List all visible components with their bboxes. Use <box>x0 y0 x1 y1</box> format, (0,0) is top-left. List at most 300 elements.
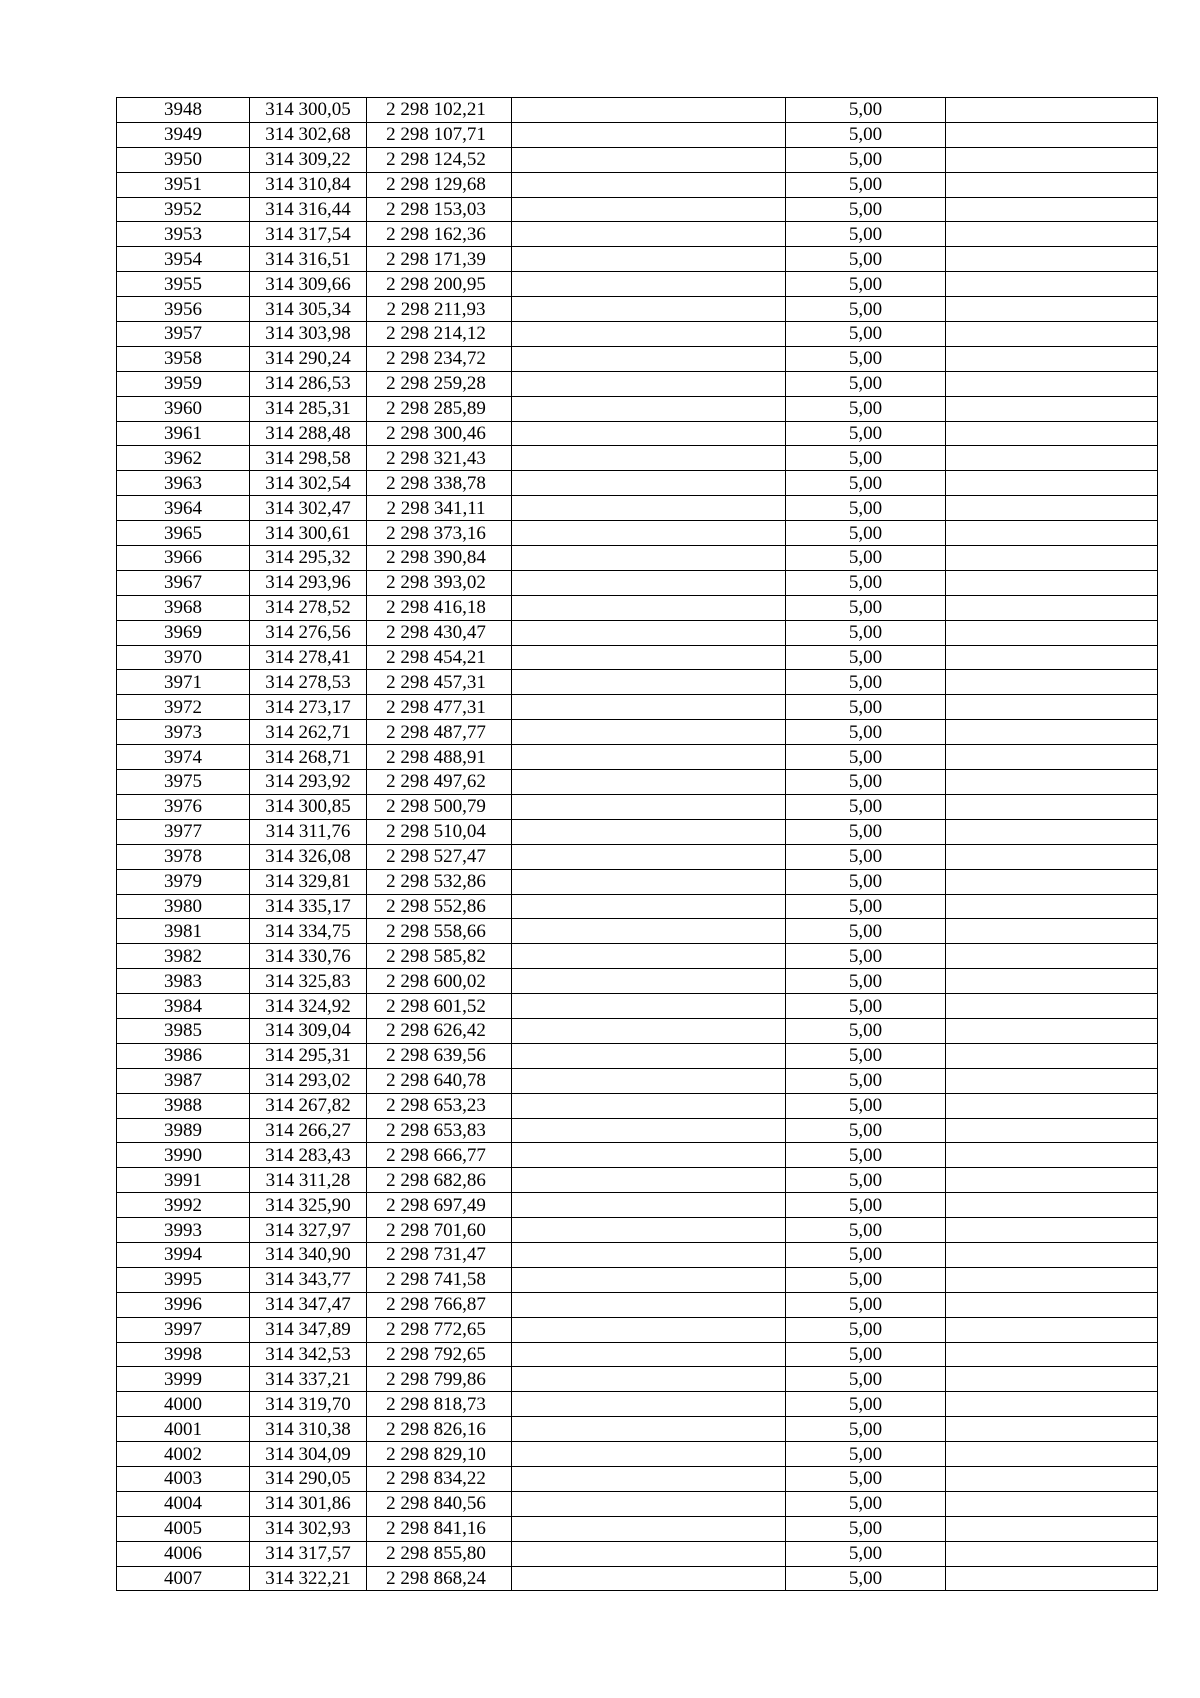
cell-point-number: 3979 <box>117 869 250 894</box>
cell-point-number: 4007 <box>117 1566 250 1591</box>
cell-description <box>512 322 786 347</box>
table-row <box>117 1218 1158 1243</box>
cell-point-number: 3976 <box>117 794 250 819</box>
cell-accuracy: 5,00 <box>786 1417 946 1442</box>
cell-x-coordinate: 314 300,61 <box>250 521 367 546</box>
cell-note <box>946 396 1158 421</box>
cell-note <box>946 172 1158 197</box>
cell-note <box>946 1242 1158 1267</box>
cell-note <box>946 819 1158 844</box>
cell-y-coordinate: 2 298 488,91 <box>367 745 512 770</box>
cell-point-number: 3989 <box>117 1118 250 1143</box>
table-row <box>117 1143 1158 1168</box>
cell-accuracy: 5,00 <box>786 1242 946 1267</box>
cell-x-coordinate: 314 340,90 <box>250 1242 367 1267</box>
table-row <box>117 720 1158 745</box>
cell-y-coordinate: 2 298 454,21 <box>367 645 512 670</box>
cell-y-coordinate: 2 298 826,16 <box>367 1417 512 1442</box>
cell-point-number: 3977 <box>117 819 250 844</box>
table-row <box>117 1093 1158 1118</box>
cell-accuracy: 5,00 <box>786 969 946 994</box>
cell-accuracy: 5,00 <box>786 1367 946 1392</box>
cell-point-number: 3997 <box>117 1317 250 1342</box>
table-row <box>117 471 1158 496</box>
cell-description <box>512 794 786 819</box>
cell-point-number: 3973 <box>117 720 250 745</box>
cell-accuracy: 5,00 <box>786 122 946 147</box>
table-row <box>117 122 1158 147</box>
cell-description <box>512 720 786 745</box>
cell-description <box>512 1018 786 1043</box>
cell-x-coordinate: 314 290,05 <box>250 1466 367 1491</box>
cell-x-coordinate: 314 322,21 <box>250 1566 367 1591</box>
cell-x-coordinate: 314 295,32 <box>250 546 367 571</box>
cell-note <box>946 1043 1158 1068</box>
cell-y-coordinate: 2 298 640,78 <box>367 1068 512 1093</box>
cell-accuracy: 5,00 <box>786 1043 946 1068</box>
table-row <box>117 1168 1158 1193</box>
cell-y-coordinate: 2 298 626,42 <box>367 1018 512 1043</box>
cell-note <box>946 98 1158 123</box>
cell-description <box>512 1417 786 1442</box>
cell-description <box>512 122 786 147</box>
table-row <box>117 1491 1158 1516</box>
cell-description <box>512 770 786 795</box>
cell-description <box>512 1043 786 1068</box>
cell-accuracy: 5,00 <box>786 521 946 546</box>
cell-description <box>512 645 786 670</box>
table-row <box>117 346 1158 371</box>
cell-accuracy: 5,00 <box>786 1342 946 1367</box>
cell-point-number: 3964 <box>117 496 250 521</box>
cell-note <box>946 1417 1158 1442</box>
cell-point-number: 3966 <box>117 546 250 571</box>
table-row <box>117 919 1158 944</box>
cell-point-number: 3998 <box>117 1342 250 1367</box>
cell-x-coordinate: 314 317,57 <box>250 1541 367 1566</box>
cell-note <box>946 1168 1158 1193</box>
cell-description <box>512 1143 786 1168</box>
cell-description <box>512 994 786 1019</box>
table-row <box>117 322 1158 347</box>
cell-y-coordinate: 2 298 285,89 <box>367 396 512 421</box>
cell-y-coordinate: 2 298 600,02 <box>367 969 512 994</box>
cell-description <box>512 396 786 421</box>
cell-x-coordinate: 314 334,75 <box>250 919 367 944</box>
cell-point-number: 3954 <box>117 247 250 272</box>
cell-note <box>946 1193 1158 1218</box>
cell-x-coordinate: 314 300,05 <box>250 98 367 123</box>
cell-x-coordinate: 314 317,54 <box>250 222 367 247</box>
cell-point-number: 3974 <box>117 745 250 770</box>
cell-accuracy: 5,00 <box>786 247 946 272</box>
cell-note <box>946 222 1158 247</box>
cell-y-coordinate: 2 298 601,52 <box>367 994 512 1019</box>
cell-point-number: 3960 <box>117 396 250 421</box>
cell-point-number: 3949 <box>117 122 250 147</box>
cell-y-coordinate: 2 298 214,12 <box>367 322 512 347</box>
cell-x-coordinate: 314 295,31 <box>250 1043 367 1068</box>
cell-description <box>512 1093 786 1118</box>
cell-note <box>946 297 1158 322</box>
cell-accuracy: 5,00 <box>786 570 946 595</box>
cell-y-coordinate: 2 298 766,87 <box>367 1292 512 1317</box>
cell-point-number: 4003 <box>117 1466 250 1491</box>
cell-x-coordinate: 314 319,70 <box>250 1392 367 1417</box>
cell-x-coordinate: 314 337,21 <box>250 1367 367 1392</box>
cell-note <box>946 844 1158 869</box>
cell-note <box>946 471 1158 496</box>
cell-point-number: 3987 <box>117 1068 250 1093</box>
cell-description <box>512 1118 786 1143</box>
cell-x-coordinate: 314 347,47 <box>250 1292 367 1317</box>
cell-y-coordinate: 2 298 390,84 <box>367 546 512 571</box>
cell-note <box>946 745 1158 770</box>
cell-note <box>946 147 1158 172</box>
cell-point-number: 3990 <box>117 1143 250 1168</box>
cell-y-coordinate: 2 298 102,21 <box>367 98 512 123</box>
cell-note <box>946 322 1158 347</box>
cell-y-coordinate: 2 298 666,77 <box>367 1143 512 1168</box>
cell-description <box>512 172 786 197</box>
cell-x-coordinate: 314 335,17 <box>250 894 367 919</box>
cell-y-coordinate: 2 298 341,11 <box>367 496 512 521</box>
cell-description <box>512 1566 786 1591</box>
table-row <box>117 98 1158 123</box>
cell-y-coordinate: 2 298 552,86 <box>367 894 512 919</box>
cell-accuracy: 5,00 <box>786 994 946 1019</box>
cell-accuracy: 5,00 <box>786 770 946 795</box>
cell-description <box>512 272 786 297</box>
cell-y-coordinate: 2 298 200,95 <box>367 272 512 297</box>
cell-note <box>946 944 1158 969</box>
cell-description <box>512 1193 786 1218</box>
table-row <box>117 1541 1158 1566</box>
cell-y-coordinate: 2 298 682,86 <box>367 1168 512 1193</box>
cell-point-number: 3965 <box>117 521 250 546</box>
cell-description <box>512 1541 786 1566</box>
cell-description <box>512 1342 786 1367</box>
table-row <box>117 1267 1158 1292</box>
cell-note <box>946 421 1158 446</box>
cell-x-coordinate: 314 278,53 <box>250 670 367 695</box>
cell-point-number: 3969 <box>117 620 250 645</box>
cell-description <box>512 1442 786 1467</box>
cell-point-number: 3950 <box>117 147 250 172</box>
cell-x-coordinate: 314 325,83 <box>250 969 367 994</box>
cell-y-coordinate: 2 298 107,71 <box>367 122 512 147</box>
cell-note <box>946 1466 1158 1491</box>
cell-description <box>512 1267 786 1292</box>
table-row <box>117 1043 1158 1068</box>
cell-y-coordinate: 2 298 211,93 <box>367 297 512 322</box>
table-row <box>117 894 1158 919</box>
cell-accuracy: 5,00 <box>786 272 946 297</box>
cell-note <box>946 1342 1158 1367</box>
cell-x-coordinate: 314 309,22 <box>250 147 367 172</box>
cell-note <box>946 1267 1158 1292</box>
cell-point-number: 4006 <box>117 1541 250 1566</box>
cell-point-number: 4004 <box>117 1491 250 1516</box>
cell-x-coordinate: 314 276,56 <box>250 620 367 645</box>
cell-point-number: 3967 <box>117 570 250 595</box>
cell-note <box>946 1292 1158 1317</box>
cell-point-number: 3955 <box>117 272 250 297</box>
cell-y-coordinate: 2 298 818,73 <box>367 1392 512 1417</box>
cell-accuracy: 5,00 <box>786 819 946 844</box>
table-row <box>117 1442 1158 1467</box>
cell-x-coordinate: 314 311,28 <box>250 1168 367 1193</box>
table-row <box>117 371 1158 396</box>
cell-x-coordinate: 314 285,31 <box>250 396 367 421</box>
cell-y-coordinate: 2 298 162,36 <box>367 222 512 247</box>
cell-x-coordinate: 314 325,90 <box>250 1193 367 1218</box>
cell-x-coordinate: 314 316,51 <box>250 247 367 272</box>
cell-x-coordinate: 314 311,76 <box>250 819 367 844</box>
cell-description <box>512 1491 786 1516</box>
cell-x-coordinate: 314 301,86 <box>250 1491 367 1516</box>
cell-accuracy: 5,00 <box>786 670 946 695</box>
cell-accuracy: 5,00 <box>786 1218 946 1243</box>
table-row <box>117 844 1158 869</box>
cell-note <box>946 994 1158 1019</box>
cell-description <box>512 1367 786 1392</box>
cell-y-coordinate: 2 298 124,52 <box>367 147 512 172</box>
table-row <box>117 1516 1158 1541</box>
cell-note <box>946 570 1158 595</box>
table-row <box>117 1566 1158 1591</box>
cell-accuracy: 5,00 <box>786 620 946 645</box>
cell-point-number: 3999 <box>117 1367 250 1392</box>
cell-point-number: 4000 <box>117 1392 250 1417</box>
cell-note <box>946 1491 1158 1516</box>
cell-y-coordinate: 2 298 497,62 <box>367 770 512 795</box>
table-row <box>117 1292 1158 1317</box>
cell-x-coordinate: 314 310,38 <box>250 1417 367 1442</box>
cell-accuracy: 5,00 <box>786 894 946 919</box>
table-row <box>117 222 1158 247</box>
cell-y-coordinate: 2 298 457,31 <box>367 670 512 695</box>
cell-description <box>512 1218 786 1243</box>
cell-y-coordinate: 2 298 653,83 <box>367 1118 512 1143</box>
cell-accuracy: 5,00 <box>786 446 946 471</box>
table-row <box>117 570 1158 595</box>
cell-description <box>512 197 786 222</box>
cell-point-number: 3995 <box>117 1267 250 1292</box>
cell-accuracy: 5,00 <box>786 421 946 446</box>
cell-description <box>512 471 786 496</box>
cell-description <box>512 371 786 396</box>
cell-point-number: 3994 <box>117 1242 250 1267</box>
cell-point-number: 3953 <box>117 222 250 247</box>
table-row <box>117 1417 1158 1442</box>
cell-x-coordinate: 314 290,24 <box>250 346 367 371</box>
cell-note <box>946 546 1158 571</box>
cell-note <box>946 794 1158 819</box>
cell-note <box>946 894 1158 919</box>
cell-description <box>512 620 786 645</box>
table-row <box>117 521 1158 546</box>
cell-x-coordinate: 314 278,41 <box>250 645 367 670</box>
table-row <box>117 1018 1158 1043</box>
table-row <box>117 1118 1158 1143</box>
table-row <box>117 1193 1158 1218</box>
cell-x-coordinate: 314 342,53 <box>250 1342 367 1367</box>
table-row <box>117 1342 1158 1367</box>
cell-x-coordinate: 314 302,47 <box>250 496 367 521</box>
cell-note <box>946 446 1158 471</box>
table-row <box>117 396 1158 421</box>
cell-y-coordinate: 2 298 129,68 <box>367 172 512 197</box>
table-row <box>117 1068 1158 1093</box>
cell-accuracy: 5,00 <box>786 1392 946 1417</box>
cell-note <box>946 197 1158 222</box>
cell-accuracy: 5,00 <box>786 869 946 894</box>
cell-point-number: 3963 <box>117 471 250 496</box>
cell-x-coordinate: 314 326,08 <box>250 844 367 869</box>
table-row <box>117 620 1158 645</box>
cell-point-number: 3978 <box>117 844 250 869</box>
cell-accuracy: 5,00 <box>786 1168 946 1193</box>
cell-note <box>946 521 1158 546</box>
table-row <box>117 272 1158 297</box>
cell-point-number: 3971 <box>117 670 250 695</box>
cell-y-coordinate: 2 298 697,49 <box>367 1193 512 1218</box>
cell-accuracy: 5,00 <box>786 346 946 371</box>
cell-x-coordinate: 314 278,52 <box>250 595 367 620</box>
cell-point-number: 3993 <box>117 1218 250 1243</box>
cell-y-coordinate: 2 298 855,80 <box>367 1541 512 1566</box>
cell-point-number: 3972 <box>117 695 250 720</box>
table-row <box>117 994 1158 1019</box>
cell-y-coordinate: 2 298 834,22 <box>367 1466 512 1491</box>
table-row <box>117 1392 1158 1417</box>
cell-note <box>946 371 1158 396</box>
cell-accuracy: 5,00 <box>786 1267 946 1292</box>
cell-y-coordinate: 2 298 500,79 <box>367 794 512 819</box>
coordinates-table <box>116 97 1158 1591</box>
cell-description <box>512 1392 786 1417</box>
cell-description <box>512 570 786 595</box>
cell-x-coordinate: 314 262,71 <box>250 720 367 745</box>
cell-description <box>512 595 786 620</box>
cell-note <box>946 1566 1158 1591</box>
cell-y-coordinate: 2 298 639,56 <box>367 1043 512 1068</box>
cell-accuracy: 5,00 <box>786 595 946 620</box>
cell-point-number: 3981 <box>117 919 250 944</box>
cell-y-coordinate: 2 298 510,04 <box>367 819 512 844</box>
cell-x-coordinate: 314 286,53 <box>250 371 367 396</box>
table-row <box>117 645 1158 670</box>
table-row <box>117 695 1158 720</box>
cell-y-coordinate: 2 298 799,86 <box>367 1367 512 1392</box>
cell-x-coordinate: 314 302,54 <box>250 471 367 496</box>
cell-accuracy: 5,00 <box>786 1491 946 1516</box>
cell-note <box>946 969 1158 994</box>
cell-description <box>512 521 786 546</box>
cell-x-coordinate: 314 267,82 <box>250 1093 367 1118</box>
table-row <box>117 794 1158 819</box>
cell-x-coordinate: 314 273,17 <box>250 695 367 720</box>
cell-x-coordinate: 314 302,68 <box>250 122 367 147</box>
cell-x-coordinate: 314 347,89 <box>250 1317 367 1342</box>
cell-y-coordinate: 2 298 868,24 <box>367 1566 512 1591</box>
cell-x-coordinate: 314 293,96 <box>250 570 367 595</box>
cell-point-number: 3970 <box>117 645 250 670</box>
cell-note <box>946 122 1158 147</box>
cell-note <box>946 770 1158 795</box>
cell-x-coordinate: 314 327,97 <box>250 1218 367 1243</box>
cell-x-coordinate: 314 303,98 <box>250 322 367 347</box>
cell-point-number: 3951 <box>117 172 250 197</box>
cell-x-coordinate: 314 302,93 <box>250 1516 367 1541</box>
cell-description <box>512 894 786 919</box>
table-row <box>117 969 1158 994</box>
cell-x-coordinate: 314 268,71 <box>250 745 367 770</box>
cell-accuracy: 5,00 <box>786 322 946 347</box>
cell-x-coordinate: 314 343,77 <box>250 1267 367 1292</box>
cell-y-coordinate: 2 298 731,47 <box>367 1242 512 1267</box>
cell-y-coordinate: 2 298 653,23 <box>367 1093 512 1118</box>
cell-x-coordinate: 314 329,81 <box>250 869 367 894</box>
cell-note <box>946 1442 1158 1467</box>
cell-accuracy: 5,00 <box>786 1466 946 1491</box>
cell-y-coordinate: 2 298 772,65 <box>367 1317 512 1342</box>
cell-accuracy: 5,00 <box>786 1143 946 1168</box>
cell-point-number: 3961 <box>117 421 250 446</box>
table-row <box>117 496 1158 521</box>
cell-point-number: 4005 <box>117 1516 250 1541</box>
cell-description <box>512 247 786 272</box>
cell-accuracy: 5,00 <box>786 297 946 322</box>
cell-point-number: 3986 <box>117 1043 250 1068</box>
cell-point-number: 3956 <box>117 297 250 322</box>
cell-description <box>512 695 786 720</box>
cell-point-number: 3983 <box>117 969 250 994</box>
cell-accuracy: 5,00 <box>786 222 946 247</box>
cell-x-coordinate: 314 330,76 <box>250 944 367 969</box>
cell-note <box>946 496 1158 521</box>
cell-accuracy: 5,00 <box>786 546 946 571</box>
table-row <box>117 745 1158 770</box>
cell-y-coordinate: 2 298 300,46 <box>367 421 512 446</box>
cell-description <box>512 1168 786 1193</box>
cell-y-coordinate: 2 298 321,43 <box>367 446 512 471</box>
cell-x-coordinate: 314 310,84 <box>250 172 367 197</box>
cell-y-coordinate: 2 298 841,16 <box>367 1516 512 1541</box>
cell-x-coordinate: 314 293,92 <box>250 770 367 795</box>
cell-point-number: 3988 <box>117 1093 250 1118</box>
cell-point-number: 3959 <box>117 371 250 396</box>
cell-note <box>946 919 1158 944</box>
cell-accuracy: 5,00 <box>786 720 946 745</box>
cell-accuracy: 5,00 <box>786 1566 946 1591</box>
cell-point-number: 3985 <box>117 1018 250 1043</box>
cell-accuracy: 5,00 <box>786 1118 946 1143</box>
cell-point-number: 3958 <box>117 346 250 371</box>
cell-y-coordinate: 2 298 585,82 <box>367 944 512 969</box>
cell-description <box>512 819 786 844</box>
cell-point-number: 3957 <box>117 322 250 347</box>
cell-description <box>512 745 786 770</box>
cell-note <box>946 247 1158 272</box>
cell-description <box>512 546 786 571</box>
cell-accuracy: 5,00 <box>786 1292 946 1317</box>
cell-point-number: 3968 <box>117 595 250 620</box>
table-row <box>117 770 1158 795</box>
cell-description <box>512 1317 786 1342</box>
cell-y-coordinate: 2 298 487,77 <box>367 720 512 745</box>
